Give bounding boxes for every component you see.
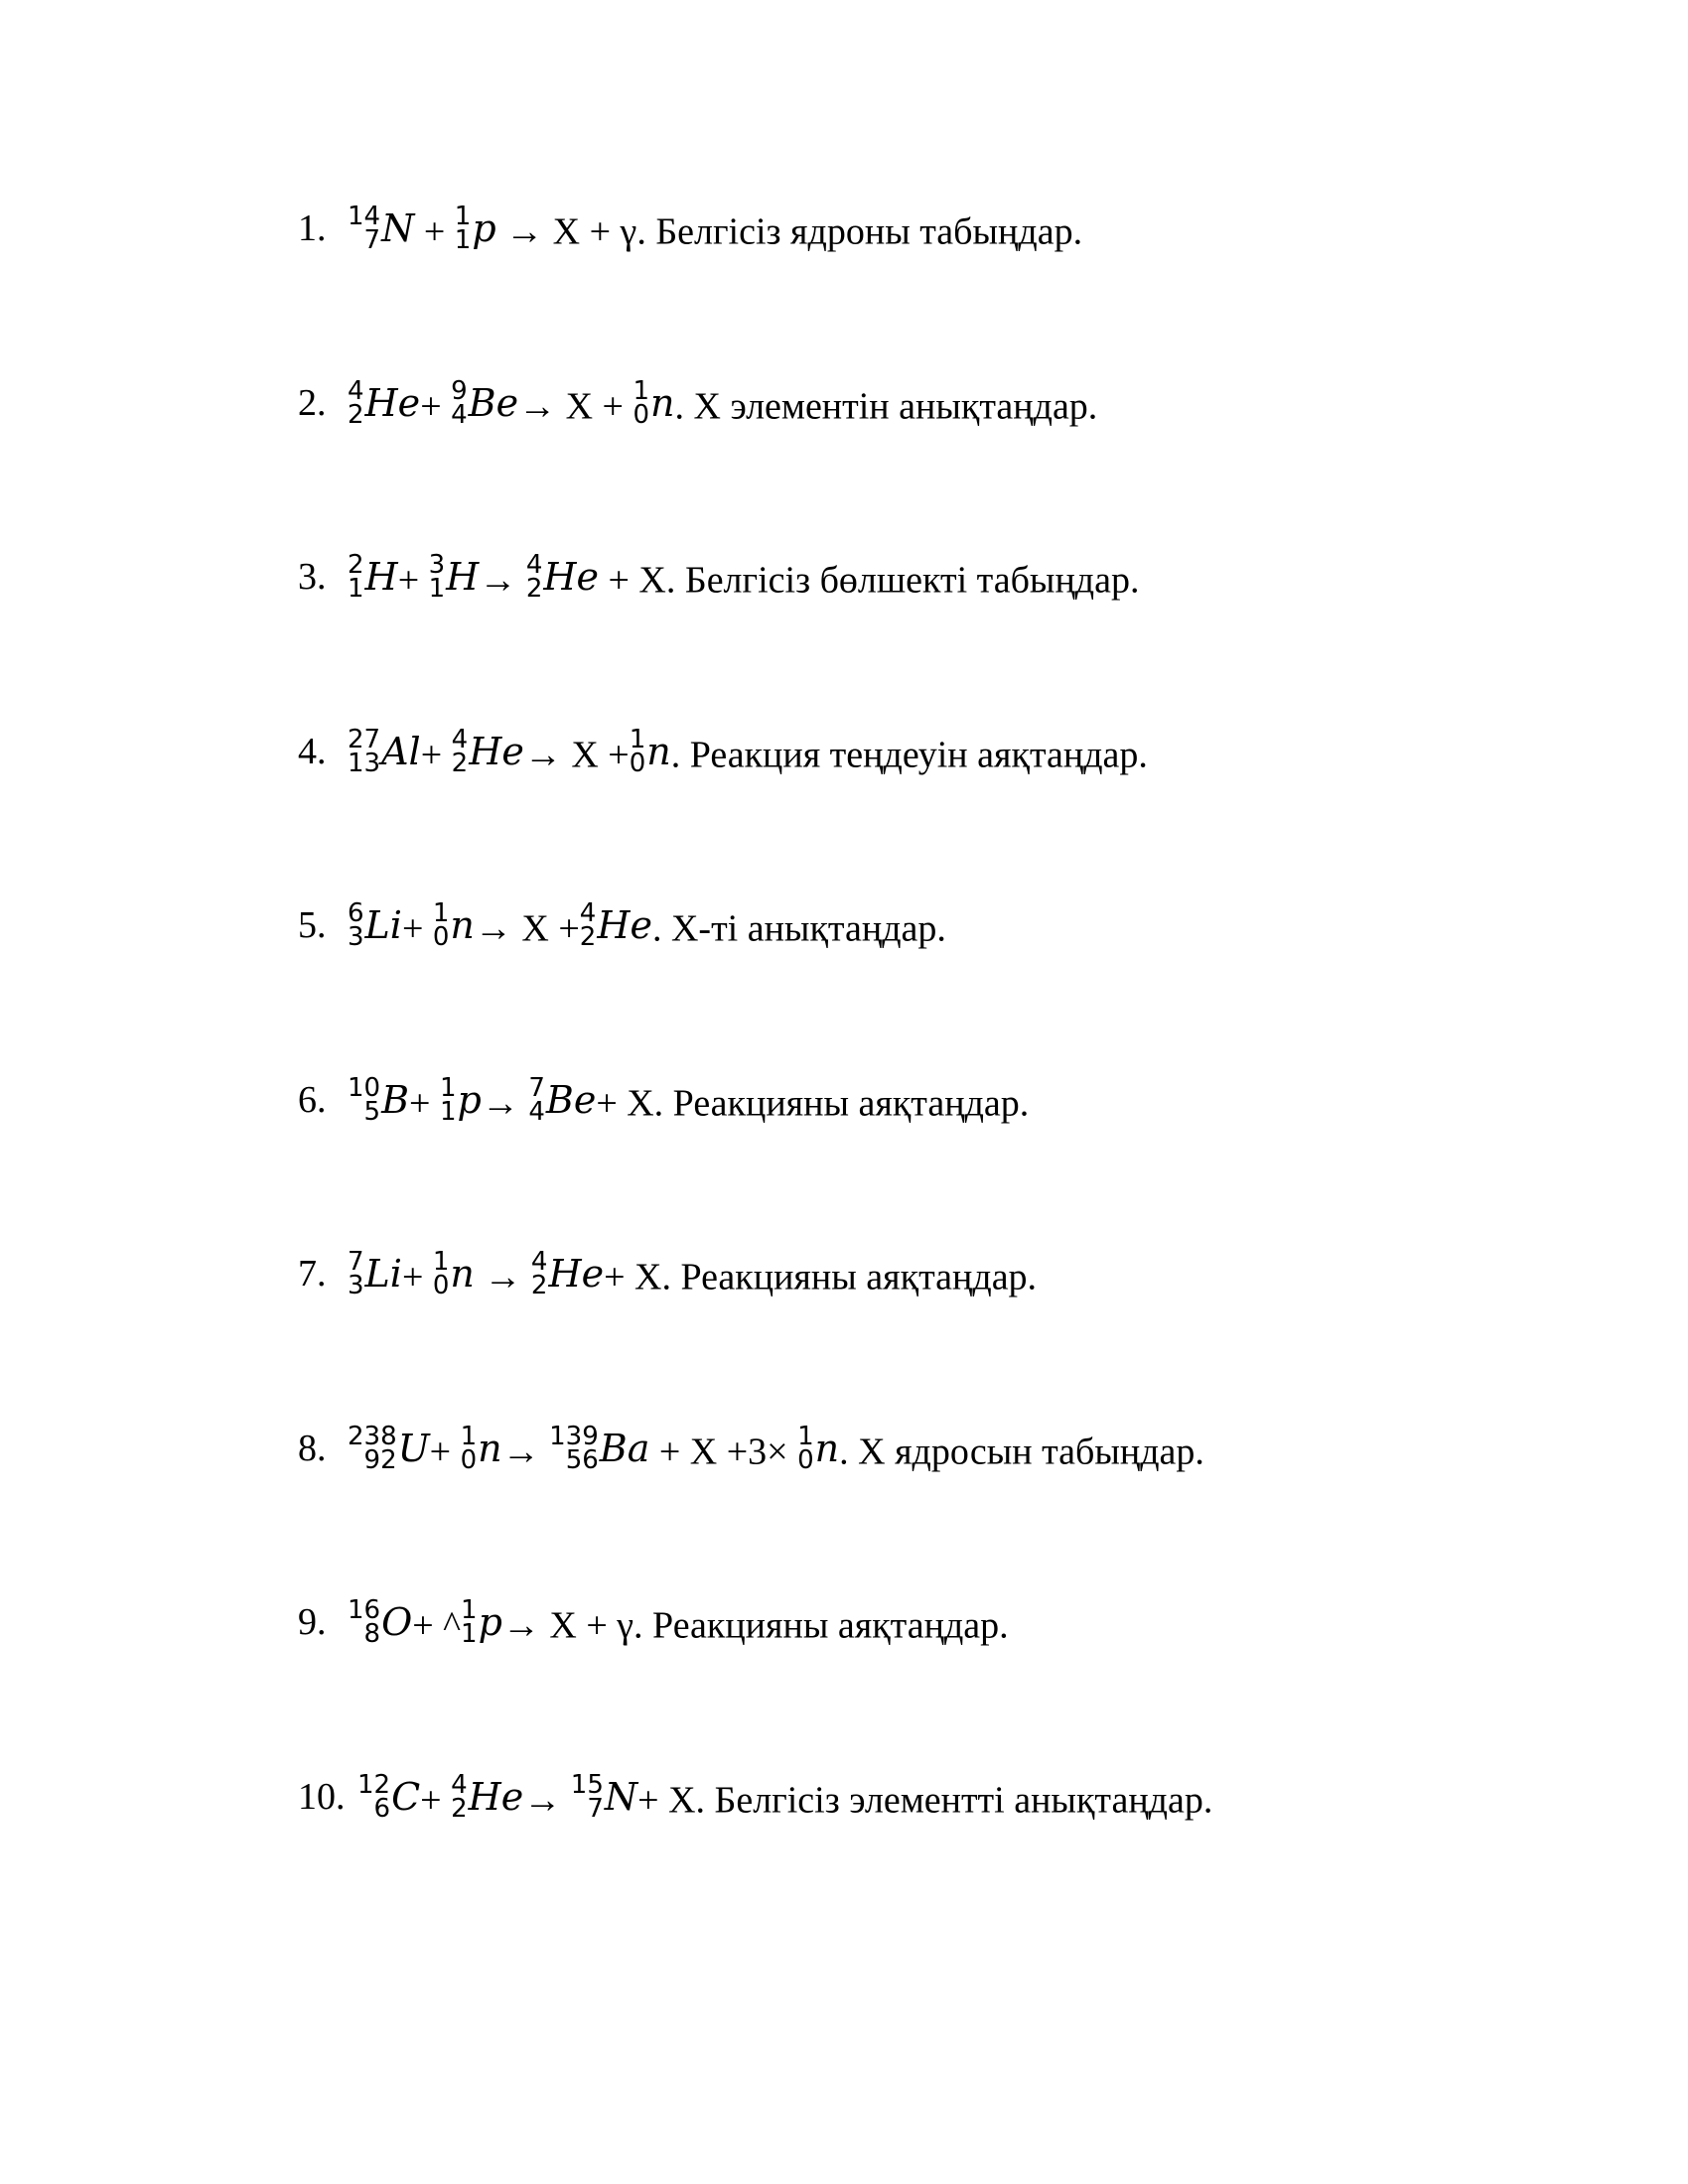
element-symbol: C [391, 1775, 421, 1820]
equation-text: → [481, 1082, 529, 1125]
isotope-numbers [439, 1073, 457, 1128]
element-symbol: p [472, 206, 496, 251]
isotope-numbers [454, 202, 472, 256]
atomic-number: 3 [348, 922, 364, 953]
isotope-numbers [570, 1770, 604, 1825]
problem-number: 6. [298, 1079, 327, 1121]
atomic-number: 1 [439, 1097, 457, 1128]
atomic-number: 3 [348, 1271, 364, 1301]
problem-item [298, 537, 1140, 616]
element-symbol: He [548, 1252, 605, 1297]
nuclide [451, 363, 518, 443]
nuclide [433, 886, 475, 965]
isotope-numbers [629, 725, 646, 779]
mass-number: 4 [451, 1770, 468, 1801]
atomic-number: 0 [432, 922, 450, 953]
isotope-numbers [357, 1770, 391, 1825]
problem-number: 10. [298, 1776, 346, 1818]
mass-number: 2 [348, 550, 364, 581]
element-symbol: n [450, 1252, 475, 1297]
element-symbol: n [450, 903, 475, 948]
mass-number: 14 [348, 202, 381, 232]
isotope-numbers [348, 550, 364, 605]
nuclide [461, 1582, 502, 1662]
mass-number: 3 [428, 550, 446, 581]
element-symbol: n [650, 381, 675, 426]
problem-number: 3. [298, 556, 327, 598]
nuclide [348, 1409, 430, 1488]
nuclide [348, 886, 402, 965]
element-symbol: He [469, 730, 524, 774]
mass-number: 1 [633, 376, 650, 407]
equation-text: + [420, 734, 452, 776]
problem-item [298, 1060, 1029, 1140]
mass-number: 4 [451, 725, 469, 755]
equation-text: . X элементін анықтаңдар. [674, 385, 1098, 428]
atomic-number: 1 [428, 574, 446, 605]
equation-text: . Реакция теңдеуін аяқтаңдар. [670, 734, 1148, 776]
equation-text: + [401, 907, 433, 950]
mass-number: 1 [432, 1247, 450, 1278]
mass-number: 7 [348, 1247, 364, 1278]
equation-text: + [409, 1082, 440, 1125]
atomic-number: 0 [460, 1445, 478, 1476]
mass-number: 139 [549, 1422, 599, 1452]
nuclide [357, 1757, 420, 1837]
equation-text: → X + [474, 907, 580, 950]
mass-number: 12 [357, 1770, 391, 1801]
nuclide [348, 1060, 409, 1140]
nuclide [451, 1757, 523, 1837]
element-symbol: Li [364, 903, 402, 948]
atomic-number: 2 [530, 1271, 548, 1301]
equation-text: + X +3× [649, 1431, 798, 1473]
isotope-numbers [797, 1422, 814, 1476]
equation-text: → [479, 559, 526, 602]
isotope-numbers [432, 898, 450, 953]
nuclide [433, 1234, 475, 1313]
element-symbol: n [646, 730, 671, 774]
atomic-number: 5 [363, 1097, 381, 1128]
atomic-number: 2 [579, 922, 597, 953]
isotope-numbers [460, 1422, 478, 1476]
mass-number: 1 [439, 1073, 457, 1104]
nuclide [452, 712, 524, 791]
element-symbol: n [814, 1427, 840, 1471]
nuclide [531, 1234, 604, 1313]
mass-number: 1 [432, 898, 450, 929]
mass-number: 238 [348, 1422, 397, 1452]
atomic-number: 2 [525, 574, 543, 605]
nuclide [348, 537, 398, 616]
isotope-numbers [525, 550, 543, 605]
element-symbol: U [397, 1427, 430, 1471]
atomic-number: 2 [451, 1794, 468, 1825]
nuclide [348, 1234, 402, 1313]
isotope-numbers [530, 1247, 548, 1301]
atomic-number: 7 [363, 225, 381, 256]
atomic-number: 1 [348, 574, 364, 605]
atomic-number: 1 [461, 1619, 478, 1650]
equation-text: + X. Белгісіз бөлшекті табыңдар. [599, 559, 1140, 602]
atomic-number: 92 [363, 1445, 397, 1476]
nuclide [440, 1060, 482, 1140]
equation-text: + [401, 1256, 433, 1298]
nuclide [455, 189, 496, 268]
atomic-number: 4 [451, 400, 468, 431]
equation-text: + X. Реакцияны аяқтаңдар. [596, 1082, 1030, 1125]
equation-text: + ^ [412, 1604, 462, 1647]
element-symbol: He [364, 381, 421, 426]
atomic-number: 0 [432, 1271, 450, 1301]
mass-number: 4 [348, 376, 364, 407]
element-symbol: He [468, 1775, 524, 1820]
isotope-numbers [451, 1770, 468, 1825]
isotope-numbers [428, 550, 446, 605]
isotope-numbers [633, 376, 650, 431]
equation-text: + [420, 385, 452, 428]
element-symbol: p [457, 1078, 482, 1123]
problem-number: 8. [298, 1428, 327, 1469]
atomic-number: 0 [797, 1445, 814, 1476]
element-symbol: Be [545, 1078, 597, 1123]
element-symbol: p [478, 1600, 502, 1645]
nuclide [348, 712, 421, 791]
isotope-numbers [348, 1595, 381, 1650]
problem-number: 4. [298, 731, 327, 772]
atomic-number: 4 [528, 1097, 545, 1128]
mass-number: 4 [525, 550, 543, 581]
atomic-number: 1 [454, 225, 472, 256]
problem-item [298, 363, 1097, 443]
problem-number: 2. [298, 382, 327, 424]
nuclide [797, 1409, 839, 1488]
atomic-number: 56 [565, 1445, 599, 1476]
nuclide [461, 1409, 502, 1488]
equation-text: → X + γ. Белгісіз ядроны табыңдар. [495, 210, 1083, 253]
atomic-number: 6 [373, 1794, 391, 1825]
problem-item [298, 1582, 1009, 1662]
element-symbol: Be [468, 381, 519, 426]
isotope-numbers [348, 1422, 397, 1476]
nuclide [571, 1757, 637, 1837]
isotope-numbers [461, 1595, 478, 1650]
nuclide [630, 712, 671, 791]
problem-item [298, 712, 1148, 791]
mass-number: 9 [451, 376, 468, 407]
equation-text: + X. Белгісіз элементті анықтаңдар. [637, 1779, 1213, 1822]
element-symbol: N [604, 1775, 638, 1820]
element-symbol: H [364, 555, 398, 600]
element-symbol: H [446, 555, 480, 600]
mass-number: 15 [570, 1770, 604, 1801]
isotope-numbers [451, 376, 468, 431]
equation-text: → X + [518, 385, 633, 428]
element-symbol: He [597, 903, 652, 948]
problem-item [298, 189, 1082, 268]
problem-number: 9. [298, 1601, 327, 1643]
element-symbol: O [381, 1600, 413, 1645]
nuclide [348, 189, 414, 268]
problem-number: 5. [298, 904, 327, 946]
problem-item [298, 1757, 1212, 1837]
atomic-number: 7 [587, 1794, 604, 1825]
element-symbol: He [543, 555, 599, 600]
element-symbol: Li [364, 1252, 402, 1297]
nuclide [348, 363, 420, 443]
atomic-number: 13 [348, 749, 381, 779]
equation-text: + [397, 559, 429, 602]
mass-number: 4 [530, 1247, 548, 1278]
atomic-number: 8 [363, 1619, 381, 1650]
equation-text: + [429, 1431, 461, 1473]
isotope-numbers [348, 1073, 381, 1128]
equation-text: + X. Реакцияны аяқтаңдар. [604, 1256, 1038, 1298]
equation-text: + [414, 210, 455, 253]
mass-number: 1 [629, 725, 646, 755]
isotope-numbers [348, 202, 381, 256]
atomic-number: 2 [451, 749, 469, 779]
mass-number: 10 [348, 1073, 381, 1104]
nuclide [526, 537, 599, 616]
nuclide [528, 1060, 596, 1140]
element-symbol: Ba [599, 1427, 650, 1471]
isotope-numbers [549, 1422, 599, 1476]
element-symbol: N [381, 206, 415, 251]
isotope-numbers [348, 725, 381, 779]
mass-number: 6 [348, 898, 364, 929]
problem-number: 7. [298, 1253, 327, 1295]
atomic-number: 0 [629, 749, 646, 779]
atomic-number: 2 [348, 400, 364, 431]
element-symbol: B [381, 1078, 410, 1123]
isotope-numbers [348, 1247, 364, 1301]
mass-number: 1 [454, 202, 472, 232]
nuclide [633, 363, 674, 443]
mass-number: 7 [528, 1073, 545, 1104]
nuclide [429, 537, 480, 616]
nuclide [348, 1582, 412, 1662]
mass-number: 16 [348, 1595, 381, 1626]
isotope-numbers [451, 725, 469, 779]
mass-number: 1 [797, 1422, 814, 1452]
equation-text: . X-ті анықтаңдар. [651, 907, 946, 950]
atomic-number: 0 [633, 400, 650, 431]
mass-number: 1 [460, 1422, 478, 1452]
problem-number: 1. [298, 207, 327, 249]
isotope-numbers [579, 898, 597, 953]
nuclide [549, 1409, 649, 1488]
isotope-numbers [528, 1073, 545, 1128]
equation-text: → X + [523, 734, 630, 776]
mass-number: 27 [348, 725, 381, 755]
equation-text: → [501, 1431, 550, 1473]
problem-item [298, 1234, 1037, 1313]
problem-item [298, 1409, 1204, 1488]
problem-item [298, 886, 946, 965]
element-symbol: Al [381, 730, 421, 774]
equation-text: → [474, 1256, 531, 1298]
isotope-numbers [348, 376, 364, 431]
isotope-numbers [348, 898, 364, 953]
element-symbol: n [478, 1427, 502, 1471]
equation-text: → X + γ. Реакцияны аяқтаңдар. [501, 1604, 1009, 1647]
equation-text: . X ядросын табыңдар. [839, 1431, 1204, 1473]
mass-number: 1 [461, 1595, 478, 1626]
nuclide [580, 886, 652, 965]
mass-number: 4 [579, 898, 597, 929]
isotope-numbers [432, 1247, 450, 1301]
equation-text: + [420, 1779, 452, 1822]
equation-text: → [523, 1779, 571, 1822]
